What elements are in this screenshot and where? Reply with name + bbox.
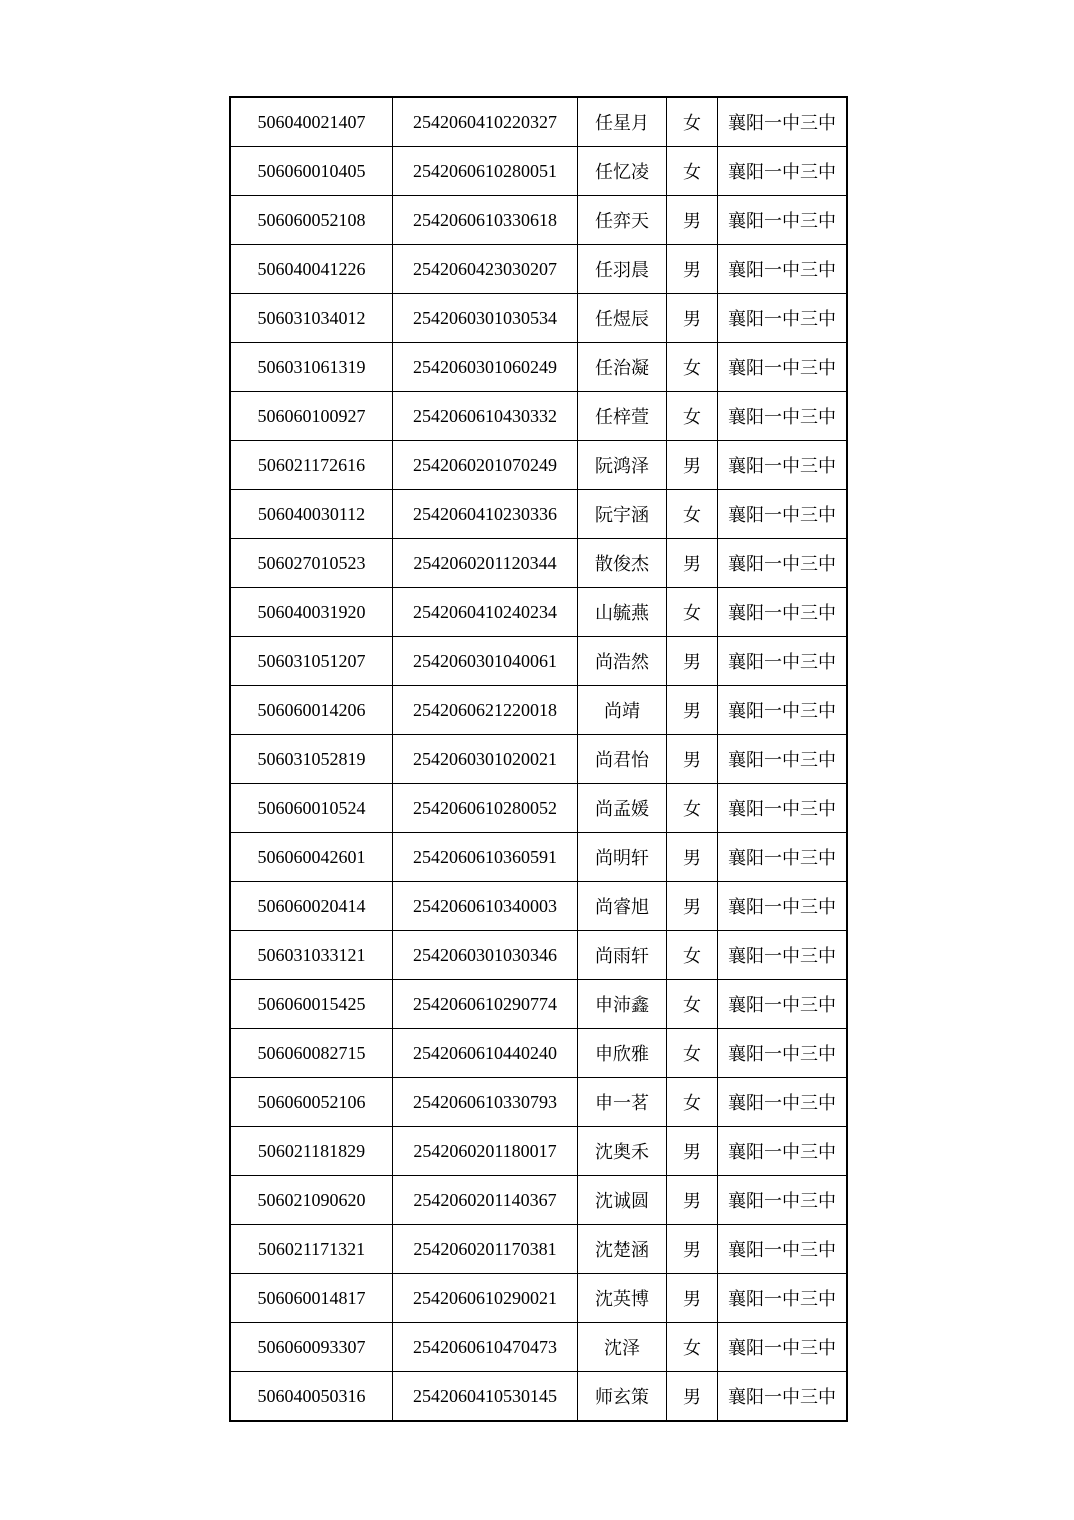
gender-cell: 男 (667, 1127, 718, 1176)
gender-cell: 男 (667, 1225, 718, 1274)
gender-cell: 男 (667, 637, 718, 686)
student-name-cell: 沈英博 (578, 1274, 667, 1323)
exam-number-cell: 506031051207 (230, 637, 393, 686)
exam-number-cell: 506060052108 (230, 196, 393, 245)
school-cell: 襄阳一中三中 (718, 588, 848, 637)
school-cell: 襄阳一中三中 (718, 637, 848, 686)
gender-cell: 男 (667, 1372, 718, 1422)
exam-number-cell: 506060020414 (230, 882, 393, 931)
student-name-cell: 阮宇涵 (578, 490, 667, 539)
table-row (230, 1225, 847, 1274)
registration-number-cell: 2542060410230336 (393, 490, 578, 539)
student-name-cell: 任羽晨 (578, 245, 667, 294)
exam-number-cell: 506031052819 (230, 735, 393, 784)
table-row (230, 539, 847, 588)
registration-number-cell: 2542060423030207 (393, 245, 578, 294)
student-roster-table (229, 96, 848, 1422)
student-name-cell: 任治凝 (578, 343, 667, 392)
registration-number-cell: 2542060301060249 (393, 343, 578, 392)
student-name-cell: 沈奥禾 (578, 1127, 667, 1176)
table-row (230, 1127, 847, 1176)
table-row (230, 490, 847, 539)
table-row (230, 1274, 847, 1323)
table-row (230, 784, 847, 833)
exam-number-cell: 506021171321 (230, 1225, 393, 1274)
school-cell: 襄阳一中三中 (718, 294, 848, 343)
student-name-cell: 散俊杰 (578, 539, 667, 588)
registration-number-cell: 2542060201180017 (393, 1127, 578, 1176)
table-row (230, 686, 847, 735)
student-name-cell: 山毓燕 (578, 588, 667, 637)
school-cell: 襄阳一中三中 (718, 490, 848, 539)
registration-number-cell: 2542060201120344 (393, 539, 578, 588)
exam-number-cell: 506040031920 (230, 588, 393, 637)
table-row (230, 1323, 847, 1372)
table-row (230, 343, 847, 392)
exam-number-cell: 506040041226 (230, 245, 393, 294)
registration-number-cell: 2542060201070249 (393, 441, 578, 490)
school-cell: 襄阳一中三中 (718, 1127, 848, 1176)
student-name-cell: 尚孟媛 (578, 784, 667, 833)
table-row (230, 1372, 847, 1422)
school-cell: 襄阳一中三中 (718, 833, 848, 882)
student-name-cell: 沈楚涵 (578, 1225, 667, 1274)
gender-cell: 男 (667, 882, 718, 931)
table-row (230, 196, 847, 245)
gender-cell: 男 (667, 1274, 718, 1323)
school-cell: 襄阳一中三中 (718, 539, 848, 588)
registration-number-cell: 2542060410220327 (393, 97, 578, 147)
registration-number-cell: 2542060610470473 (393, 1323, 578, 1372)
student-name-cell: 任梓萱 (578, 392, 667, 441)
gender-cell: 女 (667, 931, 718, 980)
student-name-cell: 尚睿旭 (578, 882, 667, 931)
table-row (230, 97, 847, 147)
registration-number-cell: 2542060610330793 (393, 1078, 578, 1127)
exam-number-cell: 506031034012 (230, 294, 393, 343)
student-name-cell: 沈诚圆 (578, 1176, 667, 1225)
gender-cell: 女 (667, 980, 718, 1029)
school-cell: 襄阳一中三中 (718, 1372, 848, 1422)
gender-cell: 男 (667, 833, 718, 882)
gender-cell: 男 (667, 539, 718, 588)
exam-number-cell: 506027010523 (230, 539, 393, 588)
table-row (230, 1176, 847, 1225)
school-cell: 襄阳一中三中 (718, 980, 848, 1029)
table-row (230, 441, 847, 490)
gender-cell: 女 (667, 1078, 718, 1127)
school-cell: 襄阳一中三中 (718, 1225, 848, 1274)
exam-number-cell: 506060014206 (230, 686, 393, 735)
student-name-cell: 任忆凌 (578, 147, 667, 196)
gender-cell: 女 (667, 343, 718, 392)
registration-number-cell: 2542060610440240 (393, 1029, 578, 1078)
registration-number-cell: 2542060301030346 (393, 931, 578, 980)
table-row (230, 735, 847, 784)
student-name-cell: 尚君怡 (578, 735, 667, 784)
student-name-cell: 任星月 (578, 97, 667, 147)
registration-number-cell: 2542060410530145 (393, 1372, 578, 1422)
gender-cell: 女 (667, 97, 718, 147)
table-row (230, 147, 847, 196)
gender-cell: 男 (667, 196, 718, 245)
exam-number-cell: 506040050316 (230, 1372, 393, 1422)
registration-number-cell: 2542060410240234 (393, 588, 578, 637)
table-row (230, 833, 847, 882)
registration-number-cell: 2542060610290774 (393, 980, 578, 1029)
exam-number-cell: 506040021407 (230, 97, 393, 147)
school-cell: 襄阳一中三中 (718, 1078, 848, 1127)
exam-number-cell: 506060014817 (230, 1274, 393, 1323)
gender-cell: 女 (667, 1029, 718, 1078)
table-row (230, 980, 847, 1029)
student-name-cell: 阮鸿泽 (578, 441, 667, 490)
exam-number-cell: 506060052106 (230, 1078, 393, 1127)
registration-number-cell: 2542060301030534 (393, 294, 578, 343)
gender-cell: 男 (667, 294, 718, 343)
exam-number-cell: 506060042601 (230, 833, 393, 882)
school-cell: 襄阳一中三中 (718, 1176, 848, 1225)
roster-body (230, 97, 847, 1421)
student-name-cell: 申欣雅 (578, 1029, 667, 1078)
registration-number-cell: 2542060610280051 (393, 147, 578, 196)
registration-number-cell: 2542060610340003 (393, 882, 578, 931)
table-row (230, 392, 847, 441)
school-cell: 襄阳一中三中 (718, 97, 848, 147)
school-cell: 襄阳一中三中 (718, 931, 848, 980)
gender-cell: 男 (667, 1176, 718, 1225)
school-cell: 襄阳一中三中 (718, 1274, 848, 1323)
gender-cell: 男 (667, 441, 718, 490)
gender-cell: 男 (667, 735, 718, 784)
table-row (230, 882, 847, 931)
school-cell: 襄阳一中三中 (718, 392, 848, 441)
student-name-cell: 申沛鑫 (578, 980, 667, 1029)
registration-number-cell: 2542060301020021 (393, 735, 578, 784)
school-cell: 襄阳一中三中 (718, 147, 848, 196)
exam-number-cell: 506060010524 (230, 784, 393, 833)
student-name-cell: 尚靖 (578, 686, 667, 735)
exam-number-cell: 506040030112 (230, 490, 393, 539)
registration-number-cell: 2542060610360591 (393, 833, 578, 882)
school-cell: 襄阳一中三中 (718, 441, 848, 490)
student-name-cell: 任弈天 (578, 196, 667, 245)
exam-number-cell: 506021090620 (230, 1176, 393, 1225)
student-name-cell: 师玄策 (578, 1372, 667, 1422)
table-row (230, 931, 847, 980)
gender-cell: 女 (667, 392, 718, 441)
school-cell: 襄阳一中三中 (718, 343, 848, 392)
registration-number-cell: 2542060610430332 (393, 392, 578, 441)
registration-number-cell: 2542060201140367 (393, 1176, 578, 1225)
school-cell: 襄阳一中三中 (718, 784, 848, 833)
registration-number-cell: 2542060301040061 (393, 637, 578, 686)
school-cell: 襄阳一中三中 (718, 196, 848, 245)
school-cell: 襄阳一中三中 (718, 735, 848, 784)
exam-number-cell: 506031033121 (230, 931, 393, 980)
gender-cell: 男 (667, 245, 718, 294)
gender-cell: 男 (667, 686, 718, 735)
table-row (230, 294, 847, 343)
table-row (230, 1029, 847, 1078)
table-row (230, 588, 847, 637)
student-name-cell: 申一茗 (578, 1078, 667, 1127)
school-cell: 襄阳一中三中 (718, 686, 848, 735)
exam-number-cell: 506060082715 (230, 1029, 393, 1078)
gender-cell: 女 (667, 1323, 718, 1372)
student-name-cell: 尚明轩 (578, 833, 667, 882)
exam-number-cell: 506021181829 (230, 1127, 393, 1176)
school-cell: 襄阳一中三中 (718, 245, 848, 294)
gender-cell: 女 (667, 147, 718, 196)
exam-number-cell: 506021172616 (230, 441, 393, 490)
student-name-cell: 尚浩然 (578, 637, 667, 686)
exam-number-cell: 506060010405 (230, 147, 393, 196)
table-row (230, 245, 847, 294)
gender-cell: 女 (667, 784, 718, 833)
table-row (230, 637, 847, 686)
exam-number-cell: 506060100927 (230, 392, 393, 441)
table-row (230, 1078, 847, 1127)
student-name-cell: 任煜辰 (578, 294, 667, 343)
school-cell: 襄阳一中三中 (718, 1323, 848, 1372)
gender-cell: 女 (667, 490, 718, 539)
school-cell: 襄阳一中三中 (718, 1029, 848, 1078)
registration-number-cell: 2542060610330618 (393, 196, 578, 245)
exam-number-cell: 506031061319 (230, 343, 393, 392)
registration-number-cell: 2542060201170381 (393, 1225, 578, 1274)
student-name-cell: 沈泽 (578, 1323, 667, 1372)
school-cell: 襄阳一中三中 (718, 882, 848, 931)
exam-number-cell: 506060015425 (230, 980, 393, 1029)
exam-number-cell: 506060093307 (230, 1323, 393, 1372)
student-name-cell: 尚雨轩 (578, 931, 667, 980)
gender-cell: 女 (667, 588, 718, 637)
registration-number-cell: 2542060621220018 (393, 686, 578, 735)
registration-number-cell: 2542060610290021 (393, 1274, 578, 1323)
registration-number-cell: 2542060610280052 (393, 784, 578, 833)
